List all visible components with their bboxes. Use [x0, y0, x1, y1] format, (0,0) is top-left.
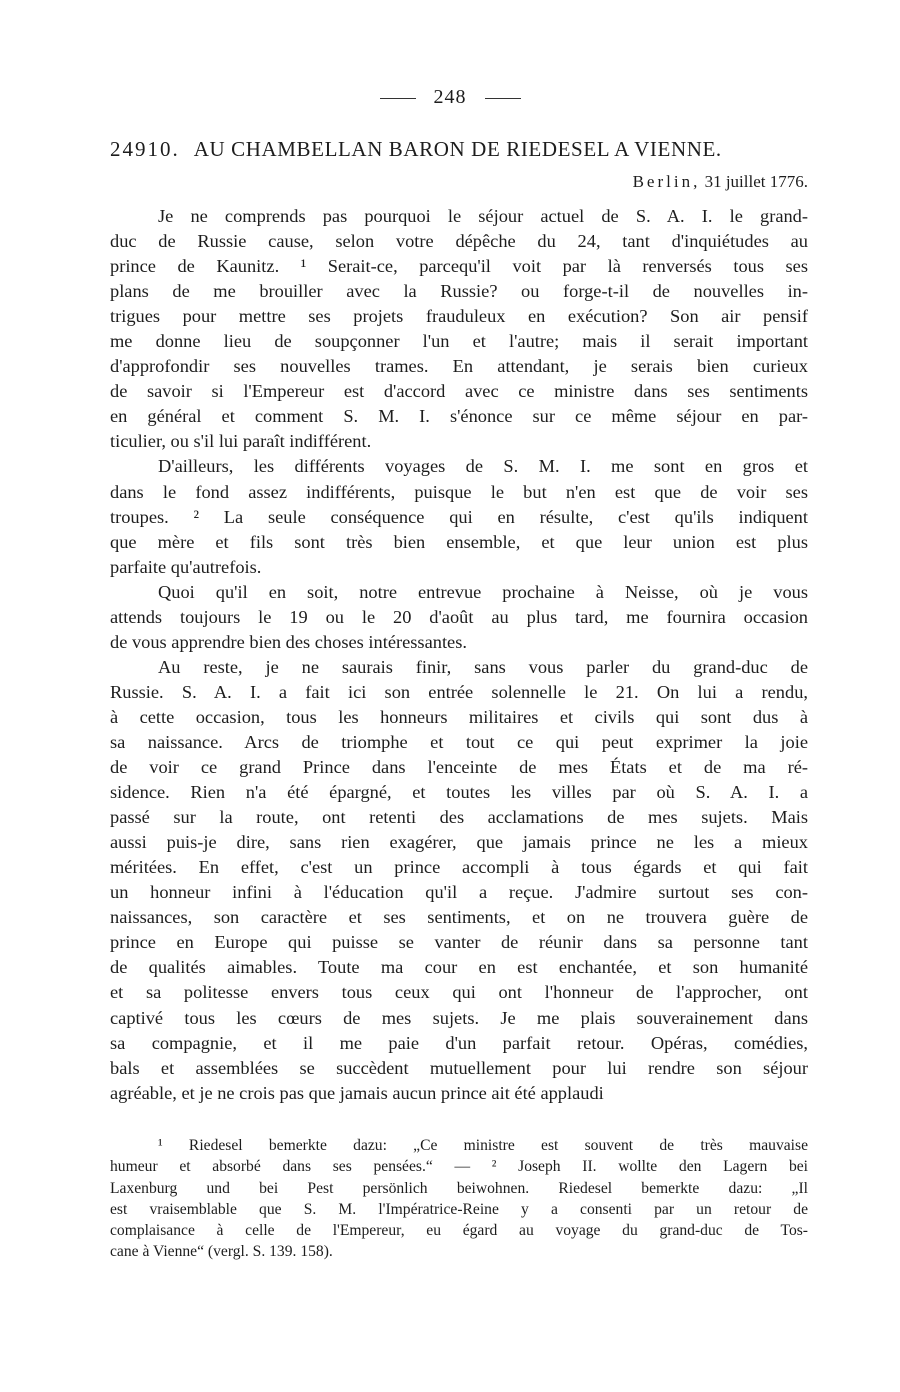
body-line: parfaite qu'autrefois. [110, 556, 262, 577]
body-line: attends toujours le 19 ou le 20 d'août au plus tard, me fournira occasion [110, 606, 808, 627]
body-line: un honneur infini à l'éducation qu'il a reçue. J'admire surtout ses con- [110, 882, 808, 903]
body-line: naissances, son caractère et ses sentiments, et on ne trouvera guère de [110, 907, 808, 928]
body-line: de savoir si l'Empereur est d'accord avec ce ministre dans ses sentiments [110, 381, 808, 402]
footnote-line: complaisance à celle de l'Empereur, eu égard au voyage du grand-duc de Tos- [110, 1222, 808, 1240]
footnotes [110, 1135, 808, 1263]
body-line: d'approfondir ses nouvelles trames. En attendant, je serais bien curieux [110, 356, 808, 377]
body-line: à cette occasion, tous les honneurs militaires et civils qui sont dus à [110, 706, 808, 727]
body-line: prince de Kaunitz. ¹ Serait-ce, parcequ'il voit par là renversés tous ses [110, 256, 808, 277]
letter-heading [110, 137, 810, 162]
body-line: de vous apprendre bien des choses intéressantes. [110, 631, 467, 652]
body-line: D'ailleurs, les différents voyages de S. M. I. me sont en gros et [158, 456, 808, 477]
footnote-line: est vraisemblable que S. M. l'Impératrice-Reine y a consenti par un retour de [110, 1200, 808, 1218]
letter-body [110, 204, 808, 1106]
body-line: me donne lieu de soupçonner l'un et l'autre; mais il serait important [110, 331, 808, 352]
body-line: aussi puis-je dire, sans rien exagérer, que jamais prince ne les a mieux [110, 832, 808, 853]
body-line: prince en Europe qui puisse se vanter de réunir dans sa personne tant [110, 932, 808, 953]
body-line: que mère et fils sont très bien ensemble, et que leur union est plus [110, 531, 808, 552]
body-line: sidence. Rien n'a été épargné, et toutes les villes par où S. A. I. a [110, 782, 808, 803]
body-line: trigues pour mettre ses projets frauduleux en exécution? Son air pensif [110, 306, 808, 327]
body-line: en général et comment S. M. I. s'énonce sur ce même séjour en par- [110, 406, 808, 427]
dateline-place: Berlin, [632, 172, 701, 191]
letter-title: AU CHAMBELLAN BARON DE RIEDESEL A VIENNE. [193, 137, 722, 161]
body-line: ticulier, ou s'il lui paraît indifférent. [110, 431, 372, 452]
body-line: de qualités aimables. Toute ma cour en est enchantée, et son humanité [110, 957, 808, 978]
body-line: de voir ce grand Prince dans l'enceinte de mes États et de ma ré- [110, 757, 808, 778]
body-line: passé sur la route, ont retenti des acclamations de mes sujets. Mais [110, 807, 808, 828]
body-line: plans de me brouiller avec la Russie? ou forge-t-il de nouvelles in- [110, 281, 808, 302]
footnote-line: Laxenburg und bei Pest persönlich beiwohnen. Riedesel bemerkte dazu: „Il [110, 1179, 808, 1197]
body-line: Russie. S. A. I. a fait ici son entrée solennelle le 21. On lui a rendu, [110, 681, 808, 702]
body-line: méritées. En effet, c'est un prince accompli à tous égards et qui fait [110, 857, 808, 878]
body-line: Quoi qu'il en soit, notre entrevue prochaine à Neisse, où je vous [158, 581, 808, 602]
page-number-dash-right [485, 98, 521, 99]
body-line: Au reste, je ne saurais finir, sans vous parler du grand-duc de [158, 656, 808, 677]
body-line: agréable, et je ne crois pas que jamais aucun prince ait été applaudi [110, 1082, 604, 1103]
body-line: captivé tous les cœurs de mes sujets. Je me plais souverainement dans [110, 1007, 808, 1028]
dateline-date: 31 juillet 1776. [704, 172, 808, 191]
letter-number: 24910. [110, 137, 180, 161]
page-number [0, 86, 900, 109]
body-line: bals et assemblées se succèdent mutuellement pour lui rendre son séjour [110, 1057, 808, 1078]
body-line: duc de Russie cause, selon votre dépêche du 24, tant d'inquiétudes au [110, 231, 808, 252]
body-line: et sa politesse envers tous ceux qui ont l'honneur de l'approcher, ont [110, 982, 808, 1003]
page-number-text: 248 [433, 86, 467, 108]
dateline [633, 172, 808, 192]
body-line: troupes. ² La seule conséquence qui en résulte, c'est qu'ils indiquent [110, 506, 808, 527]
page-number-dash-left [380, 98, 416, 99]
footnote-line: cane à Vienne“ (vergl. S. 139. 158). [110, 1243, 333, 1261]
body-line: sa compagnie, et il me paie d'un parfait retour. Opéras, comédies, [110, 1032, 808, 1053]
footnote-line: humeur et absorbé dans ses pensées.“ — ² Joseph II. wollte den Lagern bei [110, 1158, 808, 1176]
body-line: sa naissance. Arcs de triomphe et tout ce qui peut exprimer la joie [110, 731, 808, 752]
body-line: Je ne comprends pas pourquoi le séjour actuel de S. A. I. le grand- [158, 206, 808, 226]
footnote-line: ¹ Riedesel bemerkte dazu: „Ce ministre est souvent de très mauvaise [158, 1137, 808, 1154]
body-line: dans le fond assez indifférents, puisque le but n'en est que de voir ses [110, 481, 808, 502]
